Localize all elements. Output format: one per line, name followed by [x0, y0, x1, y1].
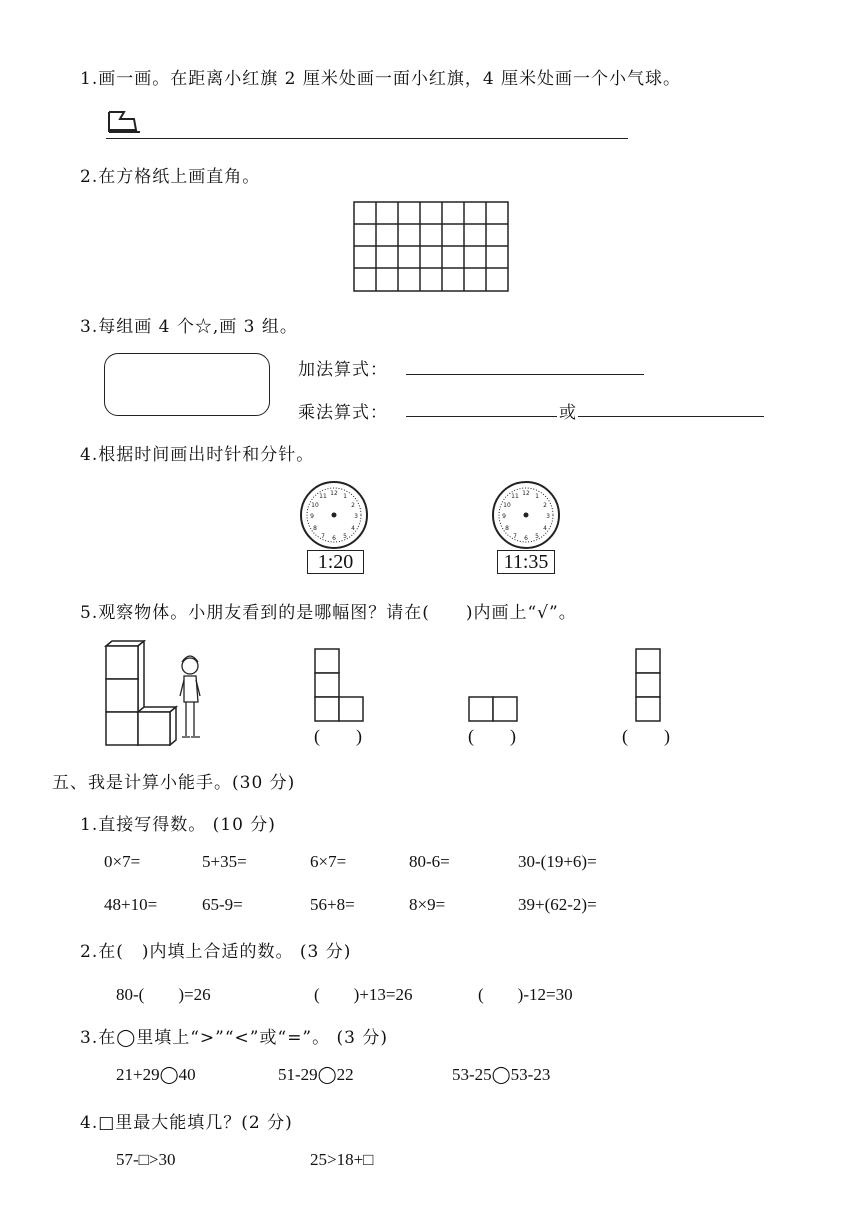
calc-1-item[interactable]: 6×7=	[310, 852, 347, 871]
ruler-line	[106, 138, 628, 139]
calc-1-item[interactable]: 8×9=	[409, 895, 446, 914]
question-5-text: 5.观察物体。小朋友看到的是哪幅图？请在( )内画上“√”。	[80, 603, 577, 623]
calc-2-title: 2.在( )内填上合适的数。 (3 分)	[80, 942, 352, 962]
svg-text:5: 5	[535, 533, 539, 540]
clock-face-icon[interactable]	[491, 480, 561, 550]
calc-4-title: 4.□里最大能填几？(2 分)	[80, 1113, 293, 1133]
calc-1-item[interactable]: 48+10=	[104, 895, 158, 914]
calc-1-item[interactable]: 39+(62-2)=	[518, 895, 597, 914]
calc-3-title: 3.在◯里填上“>”“<”或“=”。 (3 分)	[80, 1028, 389, 1048]
svg-text:2: 2	[351, 502, 355, 509]
calc-3-item[interactable]: 21+29◯40	[116, 1065, 196, 1084]
svg-text:2: 2	[543, 502, 547, 509]
calc-1-title: 1.直接写得数。 (10 分)	[80, 815, 276, 835]
svg-text:12: 12	[330, 490, 338, 497]
red-flag-icon	[106, 110, 142, 136]
svg-text:4: 4	[543, 525, 547, 532]
addition-label: 加法算式：	[298, 360, 388, 380]
drawing-box[interactable]	[104, 353, 270, 416]
clock-face-icon[interactable]	[299, 480, 369, 550]
choice-b-parentheses[interactable]: ( )	[468, 726, 516, 746]
calc-2-item[interactable]: ( )+13=26	[314, 985, 413, 1004]
calc-1-item[interactable]: 5+35=	[202, 852, 247, 871]
svg-text:9: 9	[502, 513, 506, 520]
svg-text:5: 5	[343, 533, 347, 540]
calc-4-item[interactable]: 25>18+□	[310, 1150, 374, 1169]
svg-text:7: 7	[513, 533, 517, 540]
question-2-text: 2.在方格纸上画直角。	[80, 167, 261, 187]
clock-time-label-2: 11:35	[497, 550, 555, 574]
svg-text:8: 8	[313, 525, 317, 532]
view-option-c	[635, 648, 663, 722]
svg-text:1: 1	[343, 493, 347, 500]
calc-1-item[interactable]: 80-6=	[409, 852, 450, 871]
view-option-a	[314, 648, 366, 722]
view-option-b	[468, 696, 520, 722]
svg-text:6: 6	[332, 535, 336, 542]
svg-text:7: 7	[321, 533, 325, 540]
svg-text:6: 6	[524, 535, 528, 542]
question-3-text: 3.每组画 4 个☆,画 3 组。	[80, 317, 298, 337]
svg-text:10: 10	[311, 502, 319, 509]
stacked-cubes-with-child-illustration	[104, 640, 214, 746]
svg-text:1: 1	[535, 493, 539, 500]
calc-1-item[interactable]: 30-(19+6)=	[518, 852, 597, 871]
svg-text:8: 8	[505, 525, 509, 532]
choice-a-parentheses[interactable]: ( )	[314, 726, 362, 746]
svg-text:3: 3	[354, 513, 358, 520]
calc-3-item[interactable]: 51-29◯22	[278, 1065, 354, 1084]
calc-1-item[interactable]: 0×7=	[104, 852, 141, 871]
calc-4-item[interactable]: 57-□>30	[116, 1150, 176, 1169]
calc-2-item[interactable]: 80-( )=26	[116, 985, 211, 1004]
multiplication-label: 乘法算式：	[298, 403, 388, 423]
svg-text:11: 11	[511, 493, 519, 500]
svg-text:11: 11	[319, 493, 327, 500]
svg-text:12: 12	[522, 490, 530, 497]
calc-2-item[interactable]: ( )-12=30	[478, 985, 573, 1004]
calc-3-item[interactable]: 53-25◯53-23	[452, 1065, 551, 1084]
section-5-title: 五、我是计算小能手。(30 分)	[52, 773, 296, 793]
svg-text:3: 3	[546, 513, 550, 520]
or-text: 或	[559, 403, 577, 423]
svg-text:4: 4	[351, 525, 355, 532]
multiplication-answer-line-1[interactable]	[406, 416, 557, 417]
multiplication-answer-line-2[interactable]	[578, 416, 764, 417]
calc-1-item[interactable]: 65-9=	[202, 895, 243, 914]
addition-answer-line[interactable]	[406, 374, 644, 375]
grid-paper[interactable]	[353, 201, 509, 293]
question-4-text: 4.根据时间画出时针和分针。	[80, 445, 315, 465]
clock-time-label-1: 1:20	[307, 550, 364, 574]
question-1-text: 1.画一画。在距离小红旗 2 厘米处画一面小红旗，4 厘米处画一个小气球。	[80, 69, 682, 89]
svg-text:9: 9	[310, 513, 314, 520]
calc-1-item[interactable]: 56+8=	[310, 895, 355, 914]
choice-c-parentheses[interactable]: ( )	[622, 726, 670, 746]
svg-text:10: 10	[503, 502, 511, 509]
